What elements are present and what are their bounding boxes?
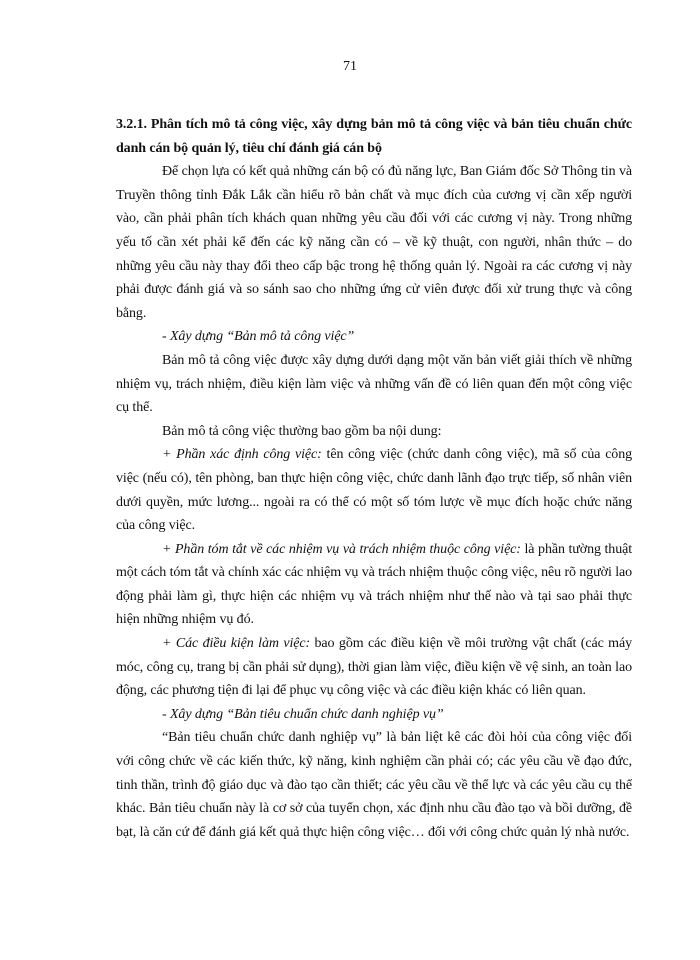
working-conditions-text: bao gồm các điều kiện về môi trường vật chất (các máy móc, công cụ, trang bị cần phải sử dụng), thời gian làm việc, điều kiện về vệ sinh, an toàn lao động, các phương tiện đi lại để phục vụ công việc và các điều kiện khác có liên quan. <box>116 636 632 699</box>
page-content <box>116 113 632 844</box>
job-identification-label: + Phần xác định công việc: <box>162 447 322 463</box>
duties-summary-text: là phần tường thuật một cách tóm tắt và chính xác các nhiệm vụ và trách nhiệm thuộc công việc, nêu rõ người lao động phải làm gì, thực hiện các nhiệm vụ và trách nhiệm như thế nào và tại sao phải thực hiện những nhiệm vụ đó. <box>116 541 632 628</box>
paragraph-job-standards: “Bản tiêu chuẩn chức danh nghiệp vụ” là bản liệt kê các đòi hỏi của công việc đối với công chức về các kiến thức, kỹ năng, kinh nghiệm cần phải có; các yêu cầu về đạo đức, tinh thần, trình độ giáo dục và đào tạo cần thiết; các yêu cầu về thể lực và các yêu cầu cụ thể khác. Bản tiêu chuẩn này là cơ sở của tuyển chọn, xác định nhu cầu đào tạo và bồi dưỡng, đề bạt, là căn cứ để đánh giá kết quả thực hiện công việc… đối với công chức quản lý nhà nước. <box>116 730 632 840</box>
subheading-job-description: - Xây dựng “Bản mô tả công việc” <box>162 329 355 345</box>
working-conditions-label: + Các điều kiện làm việc: <box>162 636 311 652</box>
job-identification-text: tên công việc (chức danh công việc), mã số của công việc (nếu có), tên phòng, ban thực hiện công việc, chức danh lãnh đạo trực tiếp, số nhân viên dưới quyền, mức lương... ngoài ra có thể có một số tóm lược về mục đích hoặc chức năng của công việc. <box>116 447 633 534</box>
paragraph-three-contents: Bản mô tả công việc thường bao gồm ba nội dung: <box>162 423 442 439</box>
page-number: 71 <box>343 59 357 74</box>
duties-summary-label: + Phần tóm tắt về các nhiệm vụ và trách nhiệm thuộc công việc: <box>162 541 521 557</box>
section-heading: 3.2.1. Phân tích mô tả công việc, xây dựng bản mô tả công việc và bản tiêu chuẩn chức danh cán bộ quản lý, tiêu chí đánh giá cán bộ <box>116 117 632 156</box>
paragraph-intro: Để chọn lựa có kết quả những cán bộ có đủ năng lực, Ban Giám đốc Sở Thông tin và Truyền thông tỉnh Đắk Lắk cần hiểu rõ bản chất và mục đích của cương vị cần xếp người vào, cần phải phân tích khách quan những yêu cầu đối với các cương vị này. Trong những yếu tố cần xét phải kể đến các kỹ năng cần có – về kỹ thuật, con người, nhân thức – do những yêu cầu này thay đổi theo cấp bậc trong hệ thống quản lý. Ngoài ra các cương vị này phải được đánh giá và so sánh sao cho những ứng cử viên được đối xử trung thực và công bằng. <box>116 164 632 321</box>
paragraph-duties-summary <box>116 538 632 632</box>
subheading-job-standards: - Xây dựng “Bản tiêu chuẩn chức danh nghiệp vụ” <box>162 706 444 722</box>
paragraph-job-identification <box>116 443 632 537</box>
paragraph-working-conditions <box>116 632 632 703</box>
paragraph-job-description: Bản mô tả công việc được xây dựng dưới dạng một văn bản viết giải thích về những nhiệm vụ, trách nhiệm, điều kiện làm việc và những vấn đề có liên quan đến một công việc cụ thể. <box>116 352 632 416</box>
